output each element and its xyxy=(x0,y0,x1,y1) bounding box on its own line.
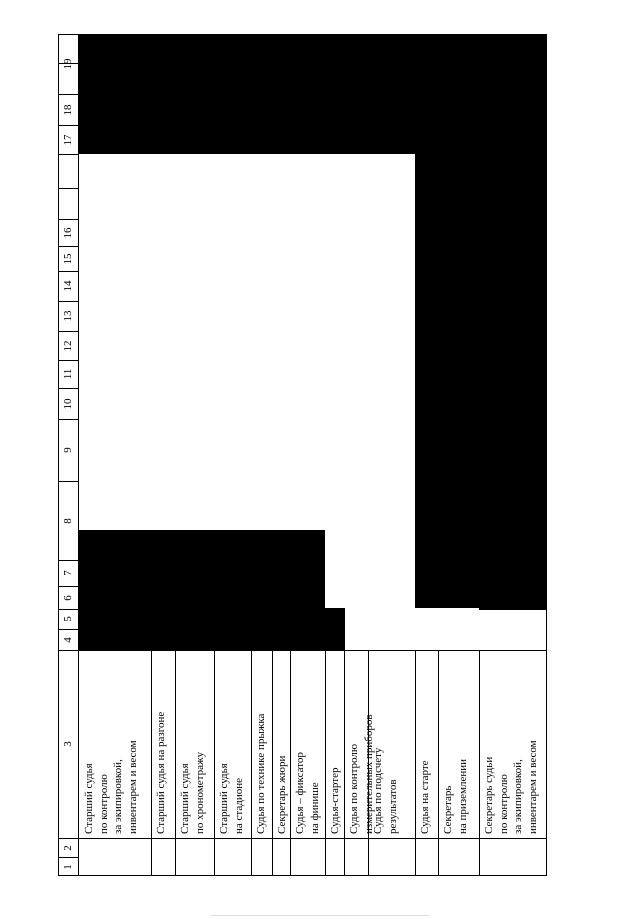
row-rule xyxy=(214,650,215,876)
column-header-1: 1 xyxy=(62,863,74,870)
row-label: Секретарь xyxy=(442,785,454,834)
row-rule xyxy=(272,650,273,876)
column-header-12: 12 xyxy=(62,340,74,351)
column-header-5: 5 xyxy=(62,616,74,622)
row-label: на стадионе xyxy=(232,778,245,834)
row-rule xyxy=(151,650,152,876)
column-rule xyxy=(58,388,78,389)
row-label: инвентарем и весом xyxy=(526,740,539,834)
row-label: Старший судья xyxy=(179,763,191,834)
column-rule-long xyxy=(58,838,547,839)
row-rule xyxy=(251,650,252,876)
row-label: инвентарем и весом xyxy=(126,740,139,834)
row-label: Судья по подсчету xyxy=(372,747,384,834)
column-header-17: 17 xyxy=(62,134,74,145)
row-label: за экипировкой, xyxy=(112,759,124,834)
column-header-7: 7 xyxy=(62,570,74,576)
row-label: Судья – фиксатор xyxy=(294,752,306,834)
row-label: результатов xyxy=(386,779,399,834)
filled-block-mid-right xyxy=(479,530,546,610)
column-header-13: 13 xyxy=(62,310,74,322)
filled-block-left-strip xyxy=(325,608,345,650)
column-header-10: 10 xyxy=(62,398,74,409)
column-rule xyxy=(58,481,78,482)
row-rule xyxy=(325,650,326,876)
row-label: на приземлении xyxy=(456,758,469,834)
row-rule xyxy=(479,650,480,876)
row-label: за экипировкой, xyxy=(512,759,524,834)
column-rule xyxy=(58,94,78,95)
scan-edge xyxy=(211,915,429,916)
row-label: Старший судья xyxy=(83,763,95,834)
column-rule-long xyxy=(58,650,547,651)
column-header-6: 6 xyxy=(62,594,74,601)
column-header-4: 4 xyxy=(62,636,74,643)
column-header-11: 11 xyxy=(62,368,74,380)
column-header-14: 14 xyxy=(62,280,74,292)
row-rule xyxy=(438,650,439,876)
column-header-8: 8 xyxy=(62,517,74,524)
row-label: Судья-стартер xyxy=(329,767,341,834)
column-rule xyxy=(58,154,78,155)
row-label: Судья на старте xyxy=(419,760,431,834)
row-rule xyxy=(344,650,345,876)
column-header-3: 3 xyxy=(62,741,74,747)
row-label: по контролю xyxy=(497,774,510,834)
row-label: по хронометражу xyxy=(193,751,206,834)
row-label: Секретарь судьи xyxy=(483,756,495,834)
row-rule xyxy=(290,650,291,876)
column-header-16: 16 xyxy=(62,227,74,238)
column-header-15: 15 xyxy=(62,253,74,264)
row-label: Старший судья на разгоне xyxy=(155,711,167,834)
row-label: измерительных приборов xyxy=(362,714,375,834)
column-header-2: 2 xyxy=(62,844,74,851)
header-separator xyxy=(78,34,79,876)
row-label: по контролю xyxy=(97,774,110,834)
column-header-19: 19 xyxy=(62,58,74,70)
row-label: Секретарь жюри xyxy=(276,755,288,834)
row-rule xyxy=(175,650,176,876)
column-header-9: 9 xyxy=(62,447,74,453)
row-label: Судья по технике прыжка xyxy=(255,713,267,834)
column-rule xyxy=(58,188,78,189)
column-header-18: 18 xyxy=(62,104,74,115)
filled-block-left xyxy=(79,530,325,650)
column-rule xyxy=(58,419,78,420)
row-rule xyxy=(415,650,416,876)
row-label: Старший судья xyxy=(218,763,230,834)
row-label: Судья по контролю xyxy=(348,743,360,834)
row-label: на финише xyxy=(308,782,321,834)
filled-block-upper xyxy=(79,34,546,154)
